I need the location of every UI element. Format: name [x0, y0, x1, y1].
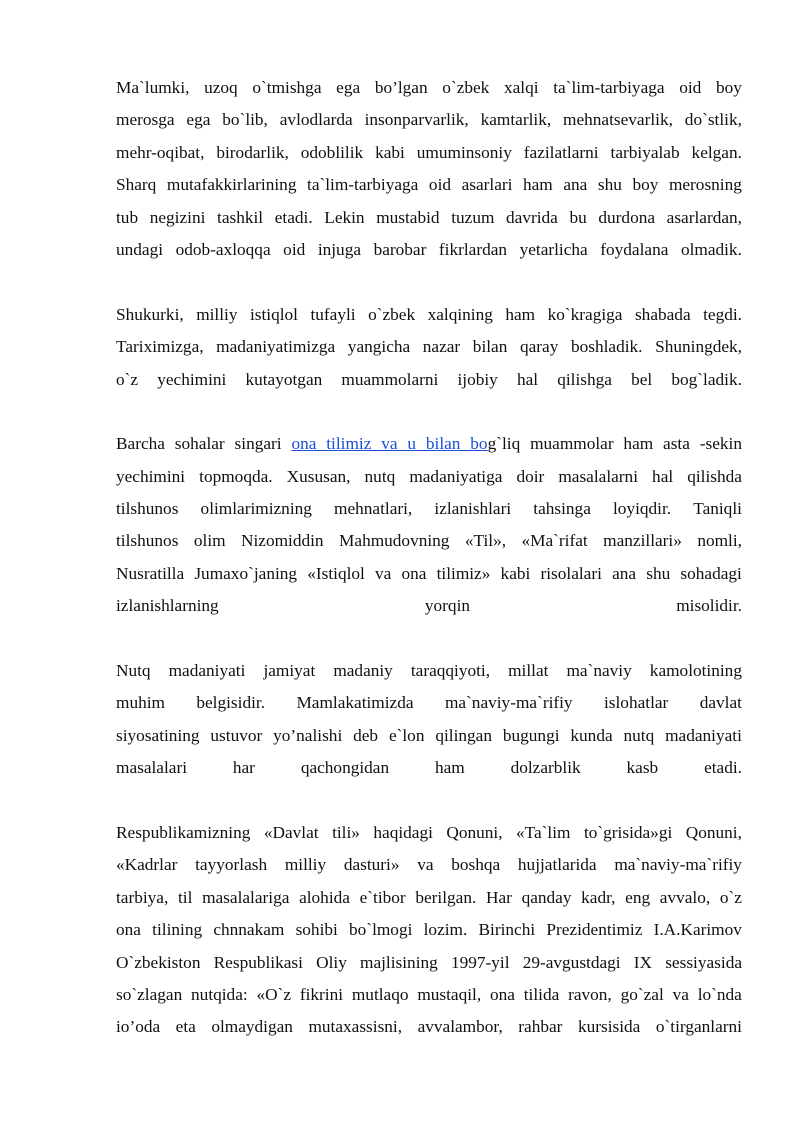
word: 29-avgustdagi [522, 952, 621, 972]
word: boy [632, 175, 659, 195]
word: avvalo, [659, 887, 711, 907]
word: xalqining [427, 304, 493, 324]
text-line [116, 234, 742, 266]
text-segment: g`liq muammolar ham asta -sekin [487, 434, 742, 454]
word: madaniyati [665, 725, 742, 745]
word: kutayotgan [245, 369, 323, 389]
word: nutq [364, 466, 396, 486]
word: O`zbekiston [116, 952, 201, 972]
word: boy [716, 78, 742, 97]
word: asarlardan, [666, 207, 742, 227]
word: taraqqiyoti, [410, 661, 491, 681]
text-line [116, 752, 742, 784]
word: bog`ladik. [671, 369, 742, 389]
word: oid [428, 175, 452, 195]
word: ta`lim-tarbiyaga [553, 78, 665, 97]
word: va [375, 563, 392, 583]
word: mehnatsevarlik, [563, 110, 673, 130]
word: do`stlik, [684, 110, 742, 130]
word: mutlaqo [351, 984, 409, 1004]
word: o`zbek [442, 78, 490, 97]
word: undagi [116, 239, 164, 259]
word: risolalari [540, 563, 602, 583]
word: shu [646, 563, 671, 583]
text-line [116, 849, 742, 881]
word: milliy [196, 304, 238, 324]
word: alohida [299, 887, 350, 907]
word: ijobiy [457, 369, 498, 389]
text-line [116, 104, 742, 136]
word: tilshunos [116, 499, 179, 519]
word: yechimini [157, 369, 227, 389]
text-line [116, 169, 742, 201]
word: tub [116, 207, 139, 227]
word: 1997-yil [450, 952, 510, 972]
word: qilingan [435, 725, 492, 745]
word: nazar [422, 337, 461, 357]
word: Lekin [324, 207, 365, 227]
word: Respublikasi [213, 952, 303, 972]
word: ta`lim-tarbiyaga [307, 175, 419, 195]
word: avvalambor, [417, 1017, 503, 1037]
word: nutq [623, 725, 655, 745]
word: tilida [523, 984, 560, 1004]
word: ega [336, 78, 361, 97]
text-line-with-link [116, 428, 742, 460]
word: bu [569, 207, 587, 227]
word: Tariximizga, [116, 337, 204, 357]
word: «O`z [256, 984, 292, 1004]
word: ham [505, 304, 536, 324]
word: «Til», [464, 531, 507, 551]
word: ona [401, 563, 427, 583]
word: insonparvarlik, [364, 110, 469, 130]
word: tuzum [451, 207, 495, 227]
word: muhim [116, 693, 165, 713]
word: izlanishlarning [116, 596, 219, 616]
text-line [116, 558, 742, 590]
word: Oliy [316, 952, 347, 972]
word: Qonuni, [446, 822, 503, 842]
word: to`grisida»gi [583, 822, 673, 842]
word: so`zlagan [116, 984, 183, 1004]
word: e`lon [388, 725, 425, 745]
word: istiqlol [249, 304, 298, 324]
word: shu [597, 175, 622, 195]
word: avlodlarda [279, 110, 353, 130]
word: yorqin [424, 596, 471, 616]
word: umuminsoniy [416, 142, 512, 162]
word: ham [523, 175, 553, 195]
word: bo`lmogi [349, 920, 413, 940]
word: Qonuni, [685, 822, 742, 842]
word: yetarlicha [519, 239, 588, 259]
word: madaniyatiga [409, 466, 503, 486]
text-line [116, 687, 742, 719]
word: o`zbek [368, 304, 416, 324]
word: Prezidentimiz [546, 920, 643, 940]
word: bugungi [502, 725, 560, 745]
word: masalalari [116, 758, 188, 778]
word: sessiyasida [665, 952, 742, 972]
word: Birinchi [478, 920, 536, 940]
text-line [116, 979, 742, 1011]
word: Shuningdek, [655, 337, 742, 357]
word: shabada [634, 304, 691, 324]
word: tayyorlash [195, 855, 268, 875]
word: haqidagi [373, 822, 433, 842]
word: «Ta`lim [516, 822, 571, 842]
paragraph-4 [116, 655, 742, 785]
word: eta [175, 1017, 196, 1037]
word: barobar [373, 239, 427, 259]
word: sohadagi [680, 563, 742, 583]
word: Nusratilla [116, 563, 185, 583]
word: odoblilik [300, 142, 364, 162]
text-segment: Barcha sohalar singari [116, 434, 292, 454]
word: «Ma`rifat [521, 531, 588, 551]
word: qanday [521, 887, 572, 907]
word: ona [116, 920, 141, 940]
word: izlanishlari [434, 499, 512, 519]
word: tashkil [217, 207, 264, 227]
text-line [116, 590, 742, 622]
word: Nizomiddin [241, 531, 324, 551]
word: Har [485, 887, 512, 907]
word: lo`nda [697, 984, 742, 1004]
word: yechimini [116, 466, 186, 486]
word: deb [353, 725, 379, 745]
word: islohatlar [603, 693, 669, 713]
word: bel [631, 369, 653, 389]
word: Nutq [116, 661, 151, 681]
paragraph-3 [116, 428, 742, 622]
word: odob-axloqqa [175, 239, 271, 259]
paragraph-5 [116, 817, 742, 1044]
word: ravon, [568, 984, 612, 1004]
word: o`z [116, 369, 139, 389]
word: mutafakkirlarining [166, 175, 297, 195]
word: kasb [626, 758, 659, 778]
text-line [116, 137, 742, 169]
word: madaniy [333, 661, 393, 681]
word: ma`naviy-ma`rifiy [614, 855, 742, 875]
word: kelgan. [691, 142, 742, 162]
word: madaniyati [168, 661, 246, 681]
word: eng [625, 887, 651, 907]
word: «Kadrlar [116, 855, 178, 875]
word: mehr-oqibat, [116, 142, 205, 162]
word: mustabid [376, 207, 440, 227]
text-line [116, 882, 742, 914]
word: millat [508, 661, 549, 681]
word: ega [186, 110, 211, 130]
word: etadi. [704, 758, 742, 778]
word: Taniqli [693, 499, 742, 519]
word: Jumaxo`janing [194, 563, 298, 583]
word: oid [283, 239, 306, 259]
word: hal [516, 369, 539, 389]
word: yo’nalishi [273, 725, 343, 745]
word: nomli, [697, 531, 742, 551]
word: lozim. [423, 920, 468, 940]
word: olim [193, 531, 226, 551]
word: o`tirganlarni [655, 1017, 742, 1037]
word: tarbiya, [116, 887, 169, 907]
word: nutqida: [191, 984, 248, 1004]
text-line [116, 1011, 742, 1043]
word: ana [612, 563, 637, 583]
word: belgisidir. [196, 693, 266, 713]
word: Mamlakatimizda [296, 693, 414, 713]
text-line [116, 364, 742, 396]
word: kunda [570, 725, 613, 745]
word: io’oda [116, 1017, 161, 1037]
word: negizini [149, 207, 206, 227]
word: o`tmishga [252, 78, 322, 97]
word: majlisining [360, 952, 438, 972]
word: qilishga [557, 369, 612, 389]
word: til [177, 887, 193, 907]
word: e`tibor [359, 887, 406, 907]
word: davlat [699, 693, 742, 713]
text-line [116, 72, 742, 104]
word: o`z [719, 887, 742, 907]
word: dasturi» [343, 855, 400, 875]
word: tegdi. [703, 304, 742, 324]
word: har [232, 758, 255, 778]
word: Sharq [116, 175, 157, 195]
word: merosning [668, 175, 742, 195]
word: boshladik. [570, 337, 643, 357]
word: bo`lib, [222, 110, 268, 130]
word: kabi [375, 142, 405, 162]
word: doir [516, 466, 545, 486]
word: hal [652, 466, 674, 486]
word: uzoq [204, 78, 238, 97]
word: misolidir. [676, 596, 742, 616]
word: oid [679, 78, 702, 97]
word: rahbar [518, 1017, 563, 1037]
text-line [116, 331, 742, 363]
word: olimlarimizning [200, 499, 312, 519]
word: ko`kragiga [547, 304, 623, 324]
word: durdona [598, 207, 656, 227]
word: xalqi [504, 78, 539, 97]
text-line [116, 202, 742, 234]
word: mustaqil, [417, 984, 482, 1004]
text-line [116, 947, 742, 979]
word: bo’lgan [374, 78, 428, 97]
word: tilimiz» [436, 563, 491, 583]
text-line [116, 525, 742, 557]
word: masalalariga [202, 887, 290, 907]
text-line [116, 461, 742, 493]
word: masalalarni [558, 466, 638, 486]
word: loyiqdir. [613, 499, 672, 519]
word: manzillari» [603, 531, 682, 551]
word: fikrlardan [438, 239, 508, 259]
word: tufayli [310, 304, 356, 324]
word: ma`naviy [566, 661, 632, 681]
word: bilan [472, 337, 508, 357]
document-page [116, 72, 742, 1076]
word: mutaxassisni, [308, 1017, 403, 1037]
word: asarlari [461, 175, 513, 195]
word: hujjatlarida [517, 855, 597, 875]
word: qilishda [687, 466, 742, 486]
word: birodarlik, [216, 142, 289, 162]
word: muammolarni [341, 369, 439, 389]
word: sohibi [295, 920, 338, 940]
word: injuga [317, 239, 362, 259]
word: «Davlat [263, 822, 319, 842]
word: kabi [500, 563, 531, 583]
word: milliy [284, 855, 327, 875]
text-line [116, 655, 742, 687]
text-line [116, 817, 742, 849]
hyperlink[interactable]: ona tilimiz va u bilan bo [291, 434, 488, 454]
word: va [672, 984, 689, 1004]
word: merosga [116, 110, 175, 130]
word: «Istiqlol [307, 563, 365, 583]
word: I.A.Karimov [653, 920, 742, 940]
word: madaniyatimizga [216, 337, 336, 357]
word: olmadik. [680, 239, 742, 259]
word: Shukurki, [116, 304, 184, 324]
word: kadr, [581, 887, 616, 907]
word: tili» [332, 822, 360, 842]
word: davrida [506, 207, 558, 227]
word: tilining [152, 920, 203, 940]
word: va [417, 855, 434, 875]
word: jamiyat [263, 661, 316, 681]
word: foydalana [600, 239, 669, 259]
word: ham [434, 758, 465, 778]
word: fazilatlarni [523, 142, 599, 162]
word: ona [489, 984, 515, 1004]
word: qaray [519, 337, 559, 357]
word: fikrini [299, 984, 344, 1004]
text-line [116, 299, 742, 331]
word: kursisida [577, 1017, 641, 1037]
word: siyosatining [116, 725, 200, 745]
text-line [116, 493, 742, 525]
word: topmoqda. [199, 466, 273, 486]
word: olmaydigan [211, 1017, 293, 1037]
word: ustuvor [210, 725, 263, 745]
word: kamolotining [649, 661, 742, 681]
word: tahsinga [533, 499, 591, 519]
word: mehnatlari, [334, 499, 413, 519]
paragraph-2 [116, 299, 742, 396]
word: yangicha [347, 337, 411, 357]
word: chnnakam [213, 920, 285, 940]
word: tilshunos [116, 531, 179, 551]
word: kamtarlik, [480, 110, 552, 130]
word: boshqa [451, 855, 501, 875]
word: berilgan. [415, 887, 477, 907]
word: go`zal [620, 984, 664, 1004]
paragraph-1 [116, 72, 742, 266]
word: IX [633, 952, 653, 972]
word: tarbiyalab [610, 142, 680, 162]
word: Mahmudovning [339, 531, 450, 551]
word: Respublikamizning [116, 822, 251, 842]
word: Ma`lumki, [116, 78, 190, 97]
word: qachongidan [300, 758, 390, 778]
text-line [116, 914, 742, 946]
word: ma`naviy-ma`rifiy [444, 693, 573, 713]
word: Xususan, [286, 466, 351, 486]
word: etadi. [274, 207, 313, 227]
text-line [116, 720, 742, 752]
word: ana [563, 175, 588, 195]
word: dolzarblik [510, 758, 581, 778]
